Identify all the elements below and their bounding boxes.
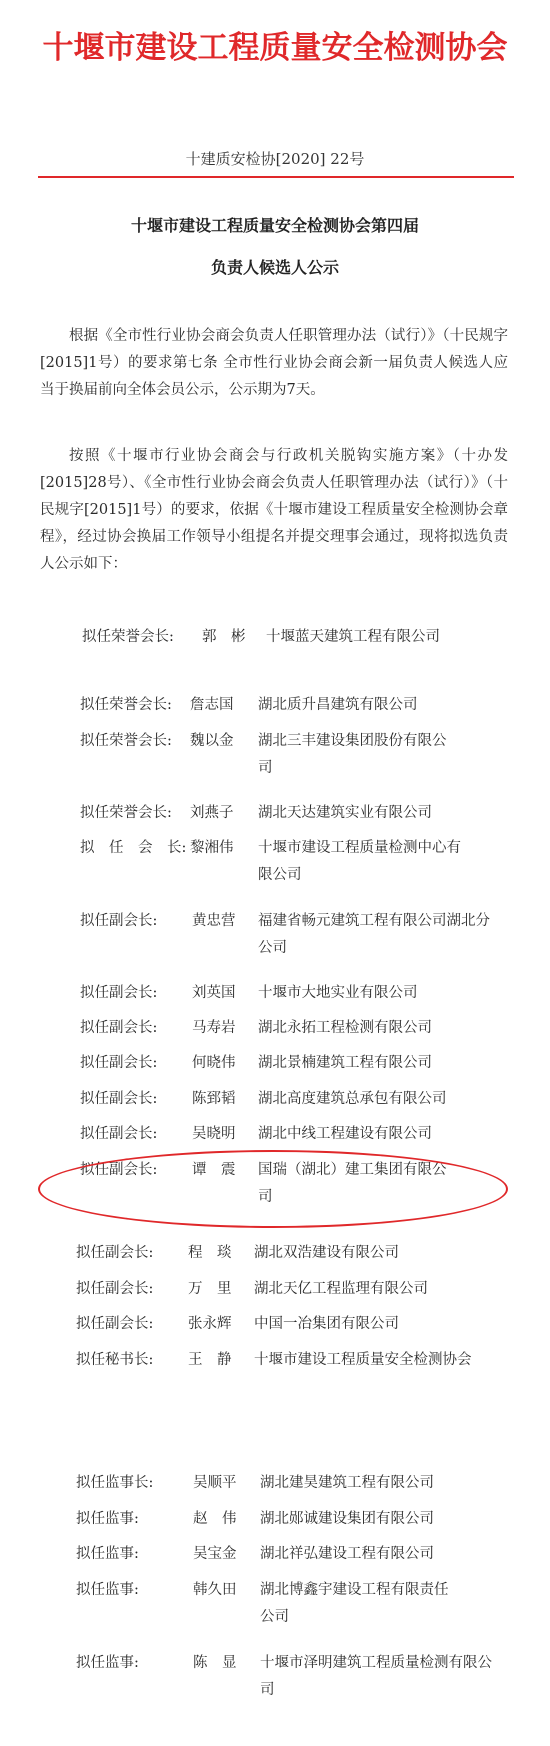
candidate-role: 拟任荣誉会长: bbox=[80, 733, 172, 749]
candidate-role: 拟任副会长: bbox=[80, 1020, 158, 1036]
candidate-name: 詹志国 bbox=[190, 697, 234, 713]
candidate-organization: 湖北天达建筑实业有限公司 bbox=[258, 805, 432, 821]
candidate-name: 吴宝金 bbox=[193, 1546, 237, 1562]
candidate-role: 拟任荣誉会长: bbox=[82, 629, 174, 645]
candidate-role: 拟任监事: bbox=[76, 1511, 139, 1527]
candidate-organization: 国瑞（湖北）建工集团有限公司 bbox=[258, 1162, 447, 1205]
notice-title-line-1: 十堰市建设工程质量安全检测协会第四届 bbox=[130, 216, 419, 235]
candidate-organization: 中国一冶集团有限公司 bbox=[254, 1316, 399, 1332]
candidate-organization: 湖北三丰建设集团股份有限公司 bbox=[258, 733, 447, 776]
candidate-role: 拟任副会长: bbox=[80, 985, 158, 1001]
candidate-name: 吴晓明 bbox=[192, 1126, 236, 1142]
candidate-organization: 十堰市建设工程质量安全检测协会 bbox=[254, 1352, 472, 1368]
candidate-role: 拟任副会长: bbox=[76, 1316, 154, 1332]
candidate-name: 谭 震 bbox=[192, 1162, 236, 1178]
candidate-role: 拟任监事: bbox=[76, 1655, 139, 1671]
candidate-organization: 福建省畅元建筑工程有限公司湖北分公司 bbox=[258, 913, 490, 956]
candidate-name: 刘英国 bbox=[192, 985, 236, 1001]
red-highlight-ellipse bbox=[38, 1150, 508, 1228]
candidate-role: 拟任监事: bbox=[76, 1546, 139, 1562]
candidate-role: 拟任副会长: bbox=[80, 1091, 158, 1107]
candidate-organization: 十堰蓝天建筑工程有限公司 bbox=[266, 629, 440, 645]
candidate-role: 拟任监事: bbox=[76, 1582, 139, 1598]
candidate-name: 魏以金 bbox=[190, 733, 234, 749]
candidate-name: 陈郅韬 bbox=[192, 1091, 236, 1107]
candidate-role: 拟任副会长: bbox=[80, 1126, 158, 1142]
candidate-role: 拟任副会长: bbox=[76, 1245, 154, 1261]
candidate-role: 拟 任 会 长: bbox=[80, 840, 187, 856]
candidate-name: 黄忠营 bbox=[192, 913, 236, 929]
candidate-organization: 湖北质升昌建筑有限公司 bbox=[258, 697, 418, 713]
candidate-name: 陈 显 bbox=[193, 1655, 237, 1671]
candidate-organization: 十堰市泽明建筑工程质量检测有限公司 bbox=[260, 1655, 492, 1698]
candidate-name: 刘燕子 bbox=[190, 805, 234, 821]
candidate-organization: 湖北祥弘建设工程有限公司 bbox=[260, 1546, 434, 1562]
candidate-organization: 湖北中线工程建设有限公司 bbox=[258, 1126, 432, 1142]
candidate-organization: 湖北博鑫宇建设工程有限责任公司 bbox=[260, 1582, 449, 1625]
candidate-role: 拟任副会长: bbox=[80, 1162, 158, 1178]
candidate-name: 程 琰 bbox=[188, 1245, 232, 1261]
candidate-name: 马寿岩 bbox=[192, 1020, 236, 1036]
candidate-organization: 湖北建昊建筑工程有限公司 bbox=[260, 1475, 434, 1491]
body-paragraph-1: 根据《全市性行业协会商会负责人任职管理办法（试行）》（十民规字[2015]1号）的要求第七条 全市性行业协会商会新一届负责人候选人应当于换届前向全体会员公示，公示期为7天。 bbox=[40, 328, 508, 398]
candidate-name: 赵 伟 bbox=[193, 1511, 237, 1527]
candidate-organization: 湖北永拓工程检测有限公司 bbox=[258, 1020, 432, 1036]
candidate-role: 拟任副会长: bbox=[80, 913, 158, 929]
candidate-name: 万 里 bbox=[188, 1281, 232, 1297]
candidate-name: 张永辉 bbox=[188, 1316, 232, 1332]
header-divider bbox=[38, 176, 514, 178]
candidate-organization: 湖北郧诚建设集团有限公司 bbox=[260, 1511, 434, 1527]
body-paragraph-2: 按照《十堰市行业协会商会与行政机关脱钩实施方案》（十办发[2015]28号）、《全市性行业协会商会负责人任职管理办法（试行）》（十民规字[2015]1号）的要求，依据《十堰市建设工程质量安全检测协会章程》，经过协会换届工作领导小组提名并提交理事会通过，现将拟选负责人公示如下： bbox=[40, 448, 508, 572]
org-header-title: 十堰市建设工程质量安全检测协会 bbox=[42, 30, 508, 66]
candidate-name: 郭 彬 bbox=[202, 629, 246, 645]
candidate-name: 何晓伟 bbox=[192, 1055, 236, 1071]
candidate-organization: 湖北双浩建设有限公司 bbox=[254, 1245, 399, 1261]
candidate-role: 拟任秘书长: bbox=[76, 1352, 154, 1368]
candidate-organization: 十堰市大地实业有限公司 bbox=[258, 985, 418, 1001]
candidate-role: 拟任荣誉会长: bbox=[80, 697, 172, 713]
candidate-name: 韩久田 bbox=[193, 1582, 237, 1598]
candidate-role: 拟任副会长: bbox=[76, 1281, 154, 1297]
candidate-organization: 十堰市建设工程质量检测中心有限公司 bbox=[258, 840, 461, 883]
candidate-organization: 湖北景楠建筑工程有限公司 bbox=[258, 1055, 432, 1071]
candidate-role: 拟任监事长: bbox=[76, 1475, 154, 1491]
candidate-name: 王 静 bbox=[188, 1352, 232, 1368]
candidate-name: 黎湘伟 bbox=[190, 840, 234, 856]
notice-title-line-2: 负责人候选人公示 bbox=[210, 258, 339, 277]
candidate-name: 吴顺平 bbox=[193, 1475, 237, 1491]
candidate-organization: 湖北天亿工程监理有限公司 bbox=[254, 1281, 428, 1297]
document-number: 十建质安检协[2020] 22号 bbox=[185, 150, 365, 168]
candidate-role: 拟任副会长: bbox=[80, 1055, 158, 1071]
candidate-organization: 湖北高度建筑总承包有限公司 bbox=[258, 1091, 447, 1107]
candidate-role: 拟任荣誉会长: bbox=[80, 805, 172, 821]
